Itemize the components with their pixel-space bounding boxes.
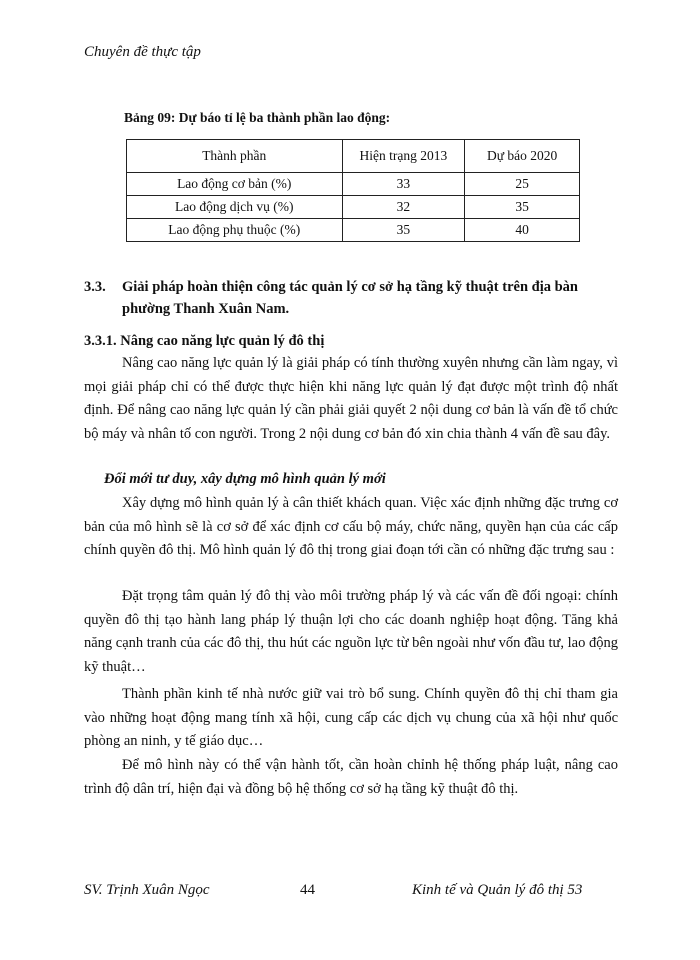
table-title: Bảng 09: Dự báo tỉ lệ ba thành phần lao động: [124,110,391,125]
paragraph: Thành phần kinh tế nhà nước giữ vai trò bổ sung. Chính quyền đô thị chỉ tham gia vào những hoạt động mang tính xã hội, cung cấp các dịch vụ chung của xã hội như quốc phòng an ninh, y tế giáo dục… [84,686,618,749]
table-cell: Lao động dịch vụ (%) [127,196,343,219]
paragraph: Nâng cao năng lực quản lý là giải pháp có tính thường xuyên nhưng cần làm ngay, vì mọi giải pháp chỉ có thể được thực hiện khi năng lực quản lý đạt được một trình độ nhất định. Để nâng cao năng lực quản lý cần phải giải quyết 2 nội dung cơ bản là vấn đề tổ chức bộ máy và nhân tố con người. Trong 2 nội dung cơ bản đó xin chia thành 4 vấn đề sau đây. [84,355,618,442]
footer-page-number: 44 [300,882,315,898]
column-header: Thành phần [127,140,343,173]
section-number: 3.3. [84,279,106,295]
table-cell: Lao động phụ thuộc (%) [127,219,343,242]
table-cell: 33 [342,173,465,196]
footer-course: Kinh tế và Quản lý đô thị 53 [412,882,583,898]
column-header: Hiện trạng 2013 [342,140,465,173]
table-row [127,196,580,219]
table-cell: 25 [465,173,580,196]
table-cell: 32 [342,196,465,219]
table-cell: 35 [342,219,465,242]
footer-author: SV. Trịnh Xuân Ngọc [84,882,210,898]
column-header: Dự báo 2020 [465,140,580,173]
running-header: Chuyên đề thực tập [84,44,201,60]
table-row [127,219,580,242]
paragraph: Để mô hình này có thể vận hành tốt, cần hoàn chỉnh hệ thống pháp luật, nâng cao trình độ dân trí, hiện đại và đồng bộ hệ thống cơ sở hạ tầng kỹ thuật đô thị. [84,757,618,797]
forecast-table [126,139,580,242]
subsection-title: 3.3.1. Nâng cao năng lực quản lý đô thị [84,333,325,349]
paragraph: Xây dựng mô hình quản lý à cân thiết khách quan. Việc xác định những đặc trưng cơ bản của mô hình sẽ là cơ sở để xác định cơ cấu bộ máy, chức năng, quyền hạn của các cấp chính quyền đô thị. Mô hình quản lý đô thị trong giai đoạn tới cần có những đặc trưng sau : [84,495,618,558]
table-row [127,173,580,196]
table-cell: Lao động cơ bản (%) [127,173,343,196]
table-cell: 40 [465,219,580,242]
table-header-row [127,140,580,173]
paragraph: Đặt trọng tâm quản lý đô thị vào môi trường pháp lý và các vấn đề đối ngoại: chính quyền đô thị tạo hành lang pháp lý thuận lợi cho các doanh nghiệp hoạt động. Tăng khả năng cạnh tranh của các đô thị, thu hút các nguồn lực từ bên ngoài như vốn đầu tư, lao động kỹ thuật… [84,588,618,675]
section-title: Giải pháp hoàn thiện công tác quản lý cơ sở hạ tầng kỹ thuật trên địa bàn phường Thanh Xuân Nam. [122,279,578,317]
italic-heading: Đổi mới tư duy, xây dựng mô hình quản lý mới [104,471,386,487]
table-cell: 35 [465,196,580,219]
